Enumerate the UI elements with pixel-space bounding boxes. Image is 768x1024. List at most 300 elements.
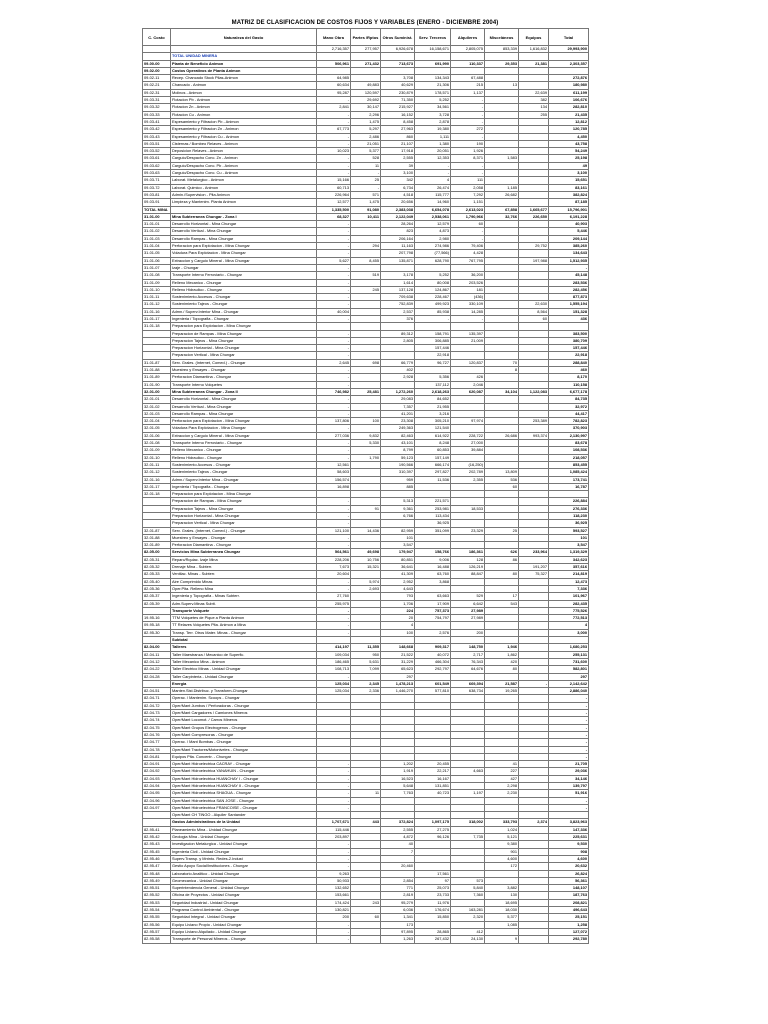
amount-cell: 909,317	[415, 644, 451, 651]
amount-cell	[485, 629, 519, 636]
amount-cell	[381, 724, 415, 731]
amount-cell	[351, 907, 381, 914]
amount-cell: 41	[485, 761, 519, 768]
table-row	[143, 527, 589, 534]
cost-center-cell: 82-95-58	[143, 936, 171, 943]
table-row	[143, 666, 589, 673]
amount-cell: 1,122,083	[519, 388, 549, 395]
amount-cell: 60,634	[317, 82, 351, 89]
amount-cell: 3,547	[381, 542, 415, 549]
amount-cell: -	[317, 286, 351, 293]
amount-cell	[485, 564, 519, 571]
amount-cell: -	[317, 250, 351, 257]
amount-cell: 29,353	[485, 60, 519, 67]
amount-cell: 26,682	[485, 191, 519, 198]
amount-cell: -	[317, 520, 351, 527]
expense-nature-cell: Ingenieria y Topografia - Minas Subterr.	[171, 593, 317, 600]
amount-cell	[519, 527, 549, 534]
amount-cell: 26,824	[549, 870, 589, 877]
amount-cell: 86	[485, 556, 519, 563]
amount-cell	[485, 513, 519, 520]
amount-cell: 233,964	[519, 549, 549, 556]
amount-cell	[415, 323, 451, 330]
amount-cell: 6,926,678	[381, 46, 415, 53]
amount-cell: 5,974	[351, 578, 381, 585]
amount-cell: 41,309	[381, 571, 415, 578]
amount-cell: 1,263	[381, 936, 415, 943]
amount-cell: 2,886,040	[549, 688, 589, 695]
table-row	[143, 432, 589, 439]
amount-cell: 49,698	[351, 549, 381, 556]
amount-cell: 466,304	[415, 658, 451, 665]
cost-center-cell: 09-03-41	[143, 118, 171, 125]
amount-cell: 543	[485, 600, 519, 607]
amount-cell: 180,980	[549, 82, 589, 89]
expense-nature-cell: Operac. / Mant Bombas - Chungar	[171, 739, 317, 746]
amount-cell	[351, 892, 381, 899]
amount-cell: 1,862	[485, 651, 519, 658]
amount-cell: 16,787	[549, 483, 589, 490]
amount-cell: -	[317, 301, 351, 308]
amount-cell: -	[317, 97, 351, 104]
amount-cell	[485, 140, 519, 147]
amount-cell	[415, 264, 451, 271]
amount-cell: 1,319,329	[549, 549, 589, 556]
cost-center-cell: 82-04-00	[143, 644, 171, 651]
amount-cell: 460	[549, 367, 589, 374]
expense-nature-cell: Relleno Hidraulico - Chungar	[171, 454, 317, 461]
expense-nature-cell	[171, 206, 317, 213]
amount-cell: 54,249	[549, 148, 589, 155]
amount-cell: 823	[381, 228, 415, 235]
table-row	[143, 111, 589, 118]
amount-cell	[351, 542, 381, 549]
amount-cell: 95,279	[381, 899, 415, 906]
amount-cell: 15,850	[415, 914, 451, 921]
amount-cell: 20	[381, 615, 415, 622]
amount-cell: 21,435	[549, 111, 589, 118]
amount-cell: 17,918	[381, 148, 415, 155]
cost-center-cell: 31-01-05	[143, 250, 171, 257]
table-row	[143, 571, 589, 578]
amount-cell	[485, 447, 519, 454]
amount-cell	[485, 534, 519, 541]
amount-cell	[485, 286, 519, 293]
table-row	[143, 498, 589, 505]
amount-cell: -	[351, 184, 381, 191]
amount-cell	[485, 67, 519, 74]
amount-cell: 15,651	[549, 177, 589, 184]
amount-cell: 43,101	[381, 440, 415, 447]
amount-cell: 228,467	[415, 294, 451, 301]
cost-center-cell: 31-01-11	[143, 294, 171, 301]
amount-cell	[317, 717, 351, 724]
cost-center-cell: 31-01-88	[143, 367, 171, 374]
amount-cell	[519, 615, 549, 622]
amount-cell: 9	[485, 936, 519, 943]
amount-cell	[451, 812, 485, 819]
expense-nature-cell: Preparacion de Rampas - Mina Chungar	[171, 330, 317, 337]
amount-cell	[519, 907, 549, 914]
amount-cell	[351, 826, 381, 833]
amount-cell	[351, 53, 381, 60]
table-row	[143, 294, 589, 301]
amount-cell	[519, 367, 549, 374]
amount-cell	[415, 542, 451, 549]
table-row	[143, 352, 589, 359]
cost-center-cell: 32-01-89	[143, 542, 171, 549]
col-header: C. Costo	[143, 29, 171, 46]
amount-cell: 2,613,023	[451, 206, 485, 213]
amount-cell: -	[317, 367, 351, 374]
expense-nature-cell: Laborat. Quimico - Animon	[171, 184, 317, 191]
expense-nature-cell: Perforacion Diamantina - Chungar	[171, 542, 317, 549]
amount-cell: 885	[381, 483, 415, 490]
expense-nature-cell: Voladura Para Explotacion - Mina Chungar	[171, 425, 317, 432]
amount-cell: 17	[485, 593, 519, 600]
amount-cell: 101	[381, 534, 415, 541]
amount-cell: 5,648	[381, 782, 415, 789]
table-row	[143, 585, 589, 592]
expense-nature-cell: Espesamiento y Filtracion Pb - Animon	[171, 118, 317, 125]
amount-cell: 2,693	[351, 585, 381, 592]
expense-nature-cell: Serv. Grales. (Internet, Comed.) - Chungar	[171, 359, 317, 366]
expense-nature-cell: Carguio/Despacho Conc. Cu - Animon	[171, 170, 317, 177]
amount-cell: 63,663	[415, 593, 451, 600]
cost-center-cell	[143, 352, 171, 359]
amount-cell: -	[317, 279, 351, 286]
amount-cell	[485, 731, 519, 738]
amount-cell: 1,137	[451, 89, 485, 96]
amount-cell	[451, 731, 485, 738]
expense-nature-cell: Transporte de Personal Mineros - Chungar	[171, 936, 317, 943]
cost-matrix-table	[142, 28, 589, 944]
amount-cell: 577,810	[415, 688, 451, 695]
cost-center-cell: 82-95-56	[143, 921, 171, 928]
amount-cell	[519, 644, 549, 651]
amount-cell	[519, 666, 549, 673]
amount-cell: 178,571	[415, 89, 451, 96]
amount-cell: 1,380	[415, 140, 451, 147]
amount-cell: 120,837	[451, 359, 485, 366]
amount-cell	[519, 162, 549, 169]
amount-cell	[451, 775, 485, 782]
table-row	[143, 731, 589, 738]
amount-cell: 40,004	[317, 308, 351, 315]
amount-cell: 16,152	[381, 111, 415, 118]
amount-cell: 208,821	[549, 899, 589, 906]
amount-cell	[351, 593, 381, 600]
amount-cell: 80,851	[381, 556, 415, 563]
expense-nature-cell: Transp. Terr. Otros Mater. Minas - Chungar	[171, 629, 317, 636]
amount-cell: 29,752	[519, 243, 549, 250]
amount-cell: 163,281	[451, 907, 485, 914]
amount-cell	[451, 746, 485, 753]
table-row	[143, 804, 589, 811]
amount-cell: 5,356	[415, 374, 451, 381]
table-row	[143, 505, 589, 512]
cost-center-cell: 09-03-42	[143, 126, 171, 133]
table-row	[143, 53, 589, 60]
amount-cell	[451, 520, 485, 527]
amount-cell: 731,600	[549, 658, 589, 665]
col-header: Partes /Rptos	[351, 29, 381, 46]
amount-cell: 2,952	[381, 578, 415, 585]
amount-cell: 4,450	[549, 133, 589, 140]
amount-cell: 243	[351, 899, 381, 906]
amount-cell	[519, 337, 549, 344]
amount-cell	[485, 133, 519, 140]
amount-cell	[451, 841, 485, 848]
amount-cell: 11,536	[415, 476, 451, 483]
amount-cell: 2,555	[381, 155, 415, 162]
amount-cell: 130	[485, 892, 519, 899]
amount-cell	[351, 855, 381, 862]
amount-cell	[519, 761, 549, 768]
amount-cell: 6,677,178	[549, 388, 589, 395]
amount-cell: 75,327	[519, 571, 549, 578]
expense-nature-cell: Ingenieria Civil - Unidad Chungar	[171, 848, 317, 855]
amount-cell	[485, 578, 519, 585]
amount-cell: 130,821	[317, 907, 351, 914]
cost-center-cell: 32-01-04	[143, 418, 171, 425]
amount-cell: 276,336	[549, 505, 589, 512]
amount-cell: -	[317, 243, 351, 250]
amount-cell: 877,873	[549, 294, 589, 301]
header-row	[143, 29, 589, 46]
amount-cell: 2,355	[451, 476, 485, 483]
amount-cell: 7,673	[317, 564, 351, 571]
expense-nature-cell: Oper/Mant Tractores/Motoniveles - Chungar	[171, 746, 317, 753]
amount-cell	[415, 673, 451, 680]
amount-cell	[519, 82, 549, 89]
amount-cell	[451, 491, 485, 498]
cost-center-cell	[143, 46, 171, 53]
amount-cell: 1,583	[485, 155, 519, 162]
amount-cell: 1,616,832	[519, 46, 549, 53]
amount-cell: (77,566)	[415, 250, 451, 257]
amount-cell	[451, 513, 485, 520]
amount-cell: 383,500	[549, 330, 589, 337]
amount-cell	[351, 315, 381, 322]
table-row	[143, 914, 589, 921]
expense-nature-cell: Sostenimiento Tajeos - Chungar	[171, 301, 317, 308]
amount-cell: 2,805,075	[451, 46, 485, 53]
expense-nature-cell: Izaje - Chungar	[171, 264, 317, 271]
amount-cell: 40,629	[381, 82, 415, 89]
amount-cell	[381, 53, 415, 60]
table-row	[143, 388, 589, 395]
amount-cell: 620,087	[451, 388, 485, 395]
table-row	[143, 308, 589, 315]
cost-center-cell: 82-04-95	[143, 790, 171, 797]
amount-cell: 173,741	[549, 476, 589, 483]
amount-cell: 342,623	[549, 556, 589, 563]
amount-cell: -	[317, 513, 351, 520]
cost-center-cell: 19-95-16	[143, 615, 171, 622]
amount-cell: 5,377	[351, 148, 381, 155]
amount-cell: 16,158,671	[415, 46, 451, 53]
expense-nature-cell: Preparacion para Explotacion - Mina Chungar	[171, 491, 317, 498]
amount-cell: 84,652	[415, 396, 451, 403]
expense-nature-cell: Seguridad Industrial - Unidad Chungar	[171, 899, 317, 906]
amount-cell	[415, 710, 451, 717]
amount-cell	[485, 717, 519, 724]
amount-cell: 853,455	[549, 461, 589, 468]
amount-cell: 793	[381, 593, 415, 600]
table-row	[143, 374, 589, 381]
table-row	[143, 381, 589, 388]
amount-cell: 10,411	[351, 213, 381, 220]
amount-cell	[351, 337, 381, 344]
amount-cell: 775,526	[549, 607, 589, 614]
amount-cell	[519, 593, 549, 600]
amount-cell: 22,217	[415, 768, 451, 775]
expense-nature-cell: TOTAL UNIDAD MINERA	[171, 53, 317, 60]
amount-cell: 1,446,270	[381, 688, 415, 695]
amount-cell: 228,722	[451, 432, 485, 439]
amount-cell	[351, 863, 381, 870]
amount-cell	[485, 374, 519, 381]
amount-cell: -	[317, 170, 351, 177]
col-header: Serv. Terceros	[415, 29, 451, 46]
amount-cell	[381, 491, 415, 498]
expense-nature-cell: Oper/Mant Grupos Electrogenos - Chungar	[171, 724, 317, 731]
amount-cell	[519, 352, 549, 359]
table-row	[143, 724, 589, 731]
table-row	[143, 491, 589, 498]
amount-cell: 3,708	[381, 75, 415, 82]
amount-cell	[415, 804, 451, 811]
amount-cell: 186,361	[451, 549, 485, 556]
amount-cell: 137,806	[317, 418, 351, 425]
amount-cell: 228,206	[317, 556, 351, 563]
table-row	[143, 680, 589, 687]
expense-nature-cell: Desarrollo Rampas - Mina Chungar	[171, 235, 317, 242]
amount-cell: 187,763	[549, 892, 589, 899]
amount-cell	[351, 476, 381, 483]
amount-cell	[415, 746, 451, 753]
cost-center-cell: 82-95-57	[143, 928, 171, 935]
amount-cell: -	[317, 629, 351, 636]
expense-nature-cell: Ingenieria / Topografia - Chungar	[171, 483, 317, 490]
amount-cell	[351, 513, 381, 520]
amount-cell: 207,798	[381, 250, 415, 257]
expense-nature-cell: Limpieza y Mantenim. Planta Animon	[171, 199, 317, 206]
amount-cell	[519, 870, 549, 877]
amount-cell: -	[549, 717, 589, 724]
amount-cell: 427	[485, 775, 519, 782]
expense-nature-cell: Adm.Superv.Minas Subtt.	[171, 600, 317, 607]
amount-cell: 4,643	[381, 585, 415, 592]
amount-cell: 6,036	[381, 907, 415, 914]
cost-center-cell: 82-04-94	[143, 782, 171, 789]
amount-cell: 2,374	[519, 819, 549, 826]
amount-cell	[519, 440, 549, 447]
amount-cell: 65,623	[381, 666, 415, 673]
amount-cell: 25,198	[549, 155, 589, 162]
cost-center-cell: 09-03-71	[143, 177, 171, 184]
amount-cell: 626	[485, 549, 519, 556]
amount-cell: -	[317, 345, 351, 352]
amount-cell	[451, 804, 485, 811]
amount-cell	[317, 731, 351, 738]
amount-cell	[381, 264, 415, 271]
amount-cell: 2,345	[351, 680, 381, 687]
amount-cell: 121,540	[415, 425, 451, 432]
expense-nature-cell: Oper/Mant Cargadores / Camiones Mineros	[171, 710, 317, 717]
table-row	[143, 673, 589, 680]
expense-nature-cell: Transporte Interno Volquetes	[171, 381, 317, 388]
cost-center-cell: 31-01-17	[143, 315, 171, 322]
amount-cell: 8	[485, 367, 519, 374]
amount-cell: 135,871	[381, 257, 415, 264]
amount-cell: -	[451, 118, 485, 125]
amount-cell: 614,922	[415, 432, 451, 439]
amount-cell: 157,446	[415, 345, 451, 352]
cost-center-cell: 31-01-01	[143, 221, 171, 228]
amount-cell: 84,735	[549, 396, 589, 403]
expense-nature-cell: Oper/Mant Hidroelectrica SHAGUA - Chungar	[171, 790, 317, 797]
amount-cell	[381, 855, 415, 862]
amount-cell	[485, 410, 519, 417]
amount-cell: 28,264	[381, 221, 415, 228]
amount-cell	[415, 585, 451, 592]
amount-cell: -	[317, 804, 351, 811]
cost-center-cell: 09-03-51	[143, 140, 171, 147]
amount-cell	[485, 345, 519, 352]
amount-cell: 8,455	[351, 257, 381, 264]
amount-cell: (16,250)	[451, 461, 485, 468]
expense-nature-cell: Flotacion Zn - Animon	[171, 104, 317, 111]
cost-center-cell: 32-01-17	[143, 483, 171, 490]
amount-cell	[451, 695, 485, 702]
amount-cell	[351, 323, 381, 330]
expense-nature-cell: Equipo Liviano Alquilado - Unidad Chungar	[171, 928, 317, 935]
cost-center-cell: 09-95-18	[143, 622, 171, 629]
amount-cell: 139,797	[549, 782, 589, 789]
amount-cell	[351, 710, 381, 717]
amount-cell: 564,561	[317, 549, 351, 556]
amount-cell: 148,668	[381, 644, 415, 651]
amount-cell: 282,810	[549, 104, 589, 111]
table-row	[143, 206, 589, 213]
amount-cell	[351, 520, 381, 527]
table-row	[143, 855, 589, 862]
amount-cell: 134,643	[549, 250, 589, 257]
amount-cell	[351, 629, 381, 636]
amount-cell	[485, 739, 519, 746]
amount-cell	[519, 753, 549, 760]
amount-cell: 96,126	[415, 834, 451, 841]
table-row	[143, 702, 589, 709]
amount-cell	[485, 111, 519, 118]
amount-cell	[351, 308, 381, 315]
amount-cell: 91,080	[351, 206, 381, 213]
amount-cell: 2,122,049	[381, 213, 415, 220]
table-row	[143, 286, 589, 293]
expense-nature-cell: Planeamiento Mina - Unidad Chungar	[171, 826, 317, 833]
amount-cell	[415, 753, 451, 760]
amount-cell: 310,397	[381, 469, 415, 476]
expense-nature-cell: Voladura Para Explotacion - Mina Chungar	[171, 250, 317, 257]
expense-nature-cell: Preparacion para Explotacion - Mina Chungar	[171, 323, 317, 330]
amount-cell: 496,643	[549, 907, 589, 914]
amount-cell	[485, 301, 519, 308]
amount-cell: 3,100	[381, 170, 415, 177]
amount-cell: -	[317, 425, 351, 432]
amount-cell: 402	[381, 367, 415, 374]
